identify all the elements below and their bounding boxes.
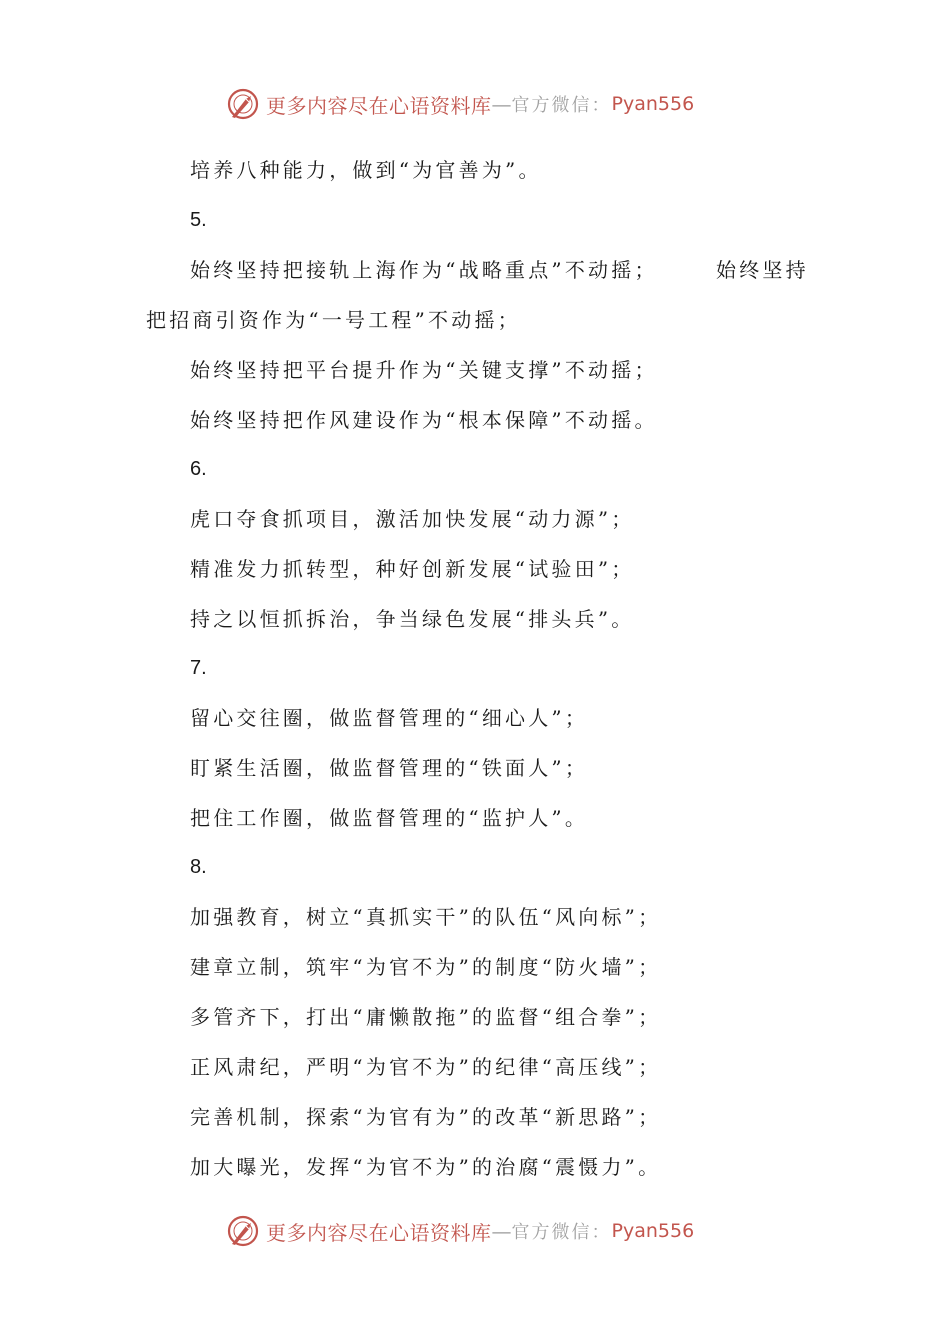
text-line: 完善机制，探索“为官有为”的改革“新思路”； — [190, 1105, 662, 1129]
header-banner — [226, 84, 694, 124]
text-line: 始终坚持把平台提升作为“关键支撑”不动摇； — [190, 358, 658, 382]
text-line: 加强教育，树立“真抓实干”的队伍“风向标”； — [190, 905, 662, 929]
text-line: 始终坚持把作风建设作为“根本保障”不动摇。 — [190, 408, 658, 432]
banner-wechat-id: Pyan556 — [611, 93, 695, 115]
text-line: 培养八种能力，做到“为官善为”。 — [190, 158, 542, 182]
text-line: 把住工作圈，做监督管理的“监护人”。 — [190, 806, 589, 830]
text-line: 虎口夺食抓项目，激活加快发展“动力源”； — [190, 507, 635, 531]
text-line: 始终坚持把接轨上海作为“战略重点”不动摇； — [190, 258, 658, 282]
text-line: 正风肃纪，严明“为官不为”的纪律“高压线”； — [190, 1055, 662, 1079]
text-line: 把招商引资作为“一号工程”不动摇； — [146, 308, 521, 332]
section-number: 8. — [190, 856, 207, 878]
banner-sub-text: 官方微信： — [511, 95, 612, 116]
text-line: 建章立制，筑牢“为官不为”的制度“防火墙”； — [190, 955, 662, 979]
section-number: 7. — [190, 657, 207, 679]
text-line: 持之以恒抓拆治，争当绿色发展“排头兵”。 — [190, 607, 635, 631]
pen-logo-icon — [226, 1214, 260, 1248]
banner-dash: — — [491, 1219, 512, 1243]
banner-main-text: 更多内容尽在心语资料库 — [266, 1220, 492, 1245]
banner-sub-text: 官方微信： — [511, 1222, 612, 1243]
text-line: 盯紧生活圈，做监督管理的“铁面人”； — [190, 756, 589, 780]
footer-banner — [226, 1211, 694, 1251]
text-line: 加大曝光，发挥“为官不为”的治腐“震慑力”。 — [190, 1155, 662, 1179]
section-number: 6. — [190, 458, 207, 480]
text-line: 留心交往圈，做监督管理的“细心人”； — [190, 706, 589, 730]
text-line: 始终坚持 — [716, 258, 809, 282]
banner-main-text: 更多内容尽在心语资料库 — [266, 93, 492, 118]
text-line: 多管齐下，打出“庸懒散拖”的监督“组合拳”； — [190, 1005, 662, 1029]
section-number: 5. — [190, 209, 207, 231]
banner-dash: — — [491, 92, 512, 116]
banner-wechat-id: Pyan556 — [611, 1220, 695, 1242]
text-line: 精准发力抓转型，种好创新发展“试验田”； — [190, 557, 635, 581]
pen-logo-icon — [226, 87, 260, 121]
